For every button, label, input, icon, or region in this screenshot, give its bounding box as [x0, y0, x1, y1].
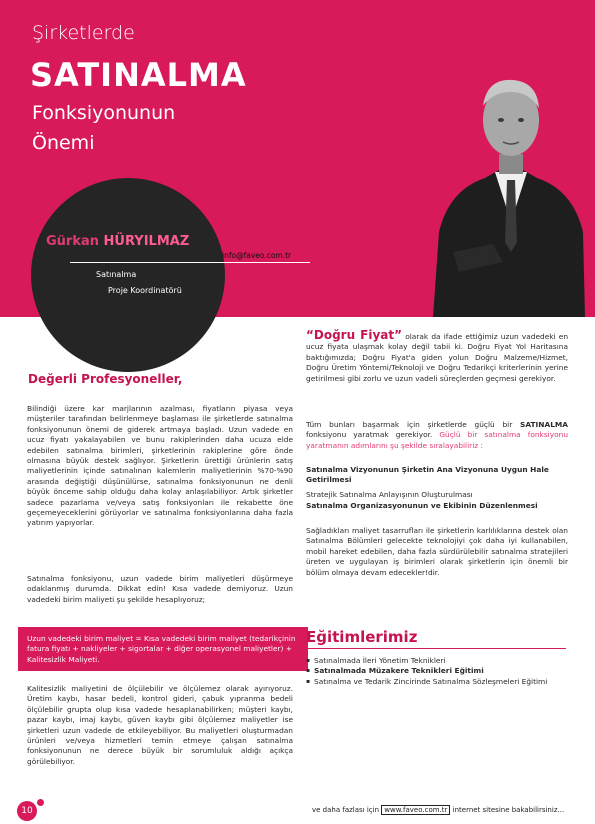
- greeting: Değerli Profesyoneller,: [28, 372, 183, 386]
- title-line-1: Şirketlerde: [32, 22, 135, 44]
- title-line-2: SATINALMA: [30, 56, 247, 94]
- author-photo: [433, 62, 585, 317]
- author-email[interactable]: info@faveo.com.tr: [222, 251, 292, 260]
- left-paragraph-3: Kalitesizlik maliyetini de ölçülebilir ve ölçülemez olarak ayırıyoruz. Üretim kaybı, hasar bedeli, kontrol gideri, çabuk yıpranma bedeli ölçülebilir grupta olup kısa vadede hesaplanabilirken; müşteri kaybı, pazar kaybı, imaj kaybı, güven kaybı gibi ölçülemez maliyetler ise şirketleri uzun vadede de etkileyebiliyor. Bu maliyetleri oluşturmadan ürünleri ve/veya hizmetleri temin etmeye çalışan satınalma fonksiyonunun ne derece büyük bir sorumluluk aldığı açıkça görülebiliyor.: [27, 684, 293, 766]
- step-3: Satınalma Organizasyonunun ve Ekibinin Düzenlenmesi: [306, 501, 538, 510]
- dogru-fiyat-title: “Doğru Fiyat”: [306, 328, 403, 342]
- author-role-line2: Proje Koordinatörü: [108, 286, 182, 295]
- left-paragraph-1: Bilindiği üzere kar marjlarının azalması, fiyatların piyasa veya müşteriler tarafından belirlenmeye başlaması ile şirketlerde satınalma fonksiyonunun önemi de giderek artmaya başladı. Uzun vadede en ucuz fiyatı yakalayabilen ve bunu rakiplerinden daha ucuza elde edebilen satınalma birimleri, şirketlerinin rakiplerine göre önde olmasına büyük destek sağlıyor. Şirketlerin ürettiği ürünlerin satış maliyetlerinin içinde satınalınan kalemlerin maliyetlerinin %70-%90 arasında değiştiği düşünülürse, satınalma fonksiyonunun ne denli büyük önceme sahip olduğu daha kolay anlaşılabiliyor. Artık şirketler sadece pazarlama ve/veya satış fonksiyonları ile rekabette öne geçemeyeceklerini görüyorlar ve satınalma fonksiyonlarına daha fazla yatırım yapıyorlar.: [27, 404, 293, 528]
- footer-text: ve daha fazlası için www.faveo.com.tr internet sitesine bakabilirsiniz...: [312, 806, 565, 814]
- author-rule: [70, 262, 310, 263]
- left-paragraph-2: Satınalma fonksiyonu, uzun vadede birim maliyetleri düşürmeye odaklanmış durumda. Dikkat edin! Kısa vadede demiyoruz. Uzun vadedeki birim maliyeti şu şekilde hesaplıyoruz;: [27, 574, 293, 604]
- footer-url[interactable]: www.faveo.com.tr: [381, 805, 450, 815]
- author-name: Gürkan HÜRYILMAZ: [46, 234, 190, 249]
- trainings-title: Eğitimlerimiz: [306, 628, 418, 646]
- step-1: Satınalma Vizyonunun Şirketin Ana Vizyonuna Uygun Hale Getirilmesi: [306, 465, 549, 485]
- training-item: ▪ Satınalma ve Tedarik Zincirinde Satınalma Sözleşmeleri Eğitimi: [306, 677, 568, 687]
- right-paragraph-3: Sağladıkları maliyet tasarrufları ile şirketlerin karlılıklarına destek olan Satınalma Bölümleri gelecekte teknolojiyi çok daha iyi kullanabilen, mobil hareket edebilen, daha fazla sürdürülebilir satınalma stratejileri üreten ve uygulayan iş birimleri olarak şirketlerin için önemli bir bölüm olmaya devam edecekler!dir.: [306, 526, 568, 577]
- page-number-dot: [37, 799, 44, 806]
- trainings-rule: [306, 648, 566, 649]
- formula-box: Uzun vadedeki birim maliyet = Kısa vadedeki birim maliyet (tedarikçinin fatura fiyatı + nakliyeler + sigortalar + diğer operasyonel maliyetler) + Kalitesizlik Maliyeti.: [18, 627, 308, 671]
- trainings-list: [306, 656, 568, 687]
- author-role-line1: Satınalma: [96, 270, 137, 279]
- right-paragraph-2: Tüm bunları başarmak için şirketlerde güçlü bir SATINALMA fonksiyonu yaratmak gerekiyor. Güçlü bir satınalma fonksiyonu yaratmanın adımlarını şu şekilde sıralayabiliriz :: [306, 420, 568, 450]
- title-line-3: Fonksiyonunun: [32, 102, 176, 124]
- page-number: 10: [17, 801, 37, 821]
- right-paragraph-1: “Doğru Fiyat” olarak da ifade ettiğimiz uzun vadedeki en ucuz fiyata ulaşmak kolay değil tabii ki. Doğru Fiyat Yol Haritasına baktığımızda; Doğru Fiyat'a giden yolun Doğru Malzeme/Hizmet, Doğru Üretim Yöntemi/Teknoloji ve Doğru Tedarikçi kriterlerinin yerine getirilmesi gibi zorlu ve uzun vadeli süreçlerden geçmesi gerekiyor.: [306, 328, 568, 383]
- step-2: Stratejik Satınalma Anlayışının Oluşturulması: [306, 490, 473, 499]
- training-item: ▪ Satınalmada İleri Yönetim Teknikleri: [306, 656, 568, 666]
- training-item: ▪ Satınalmada Müzakere Teknikleri Eğitimi: [306, 666, 568, 676]
- title-line-4: Önemi: [32, 132, 95, 154]
